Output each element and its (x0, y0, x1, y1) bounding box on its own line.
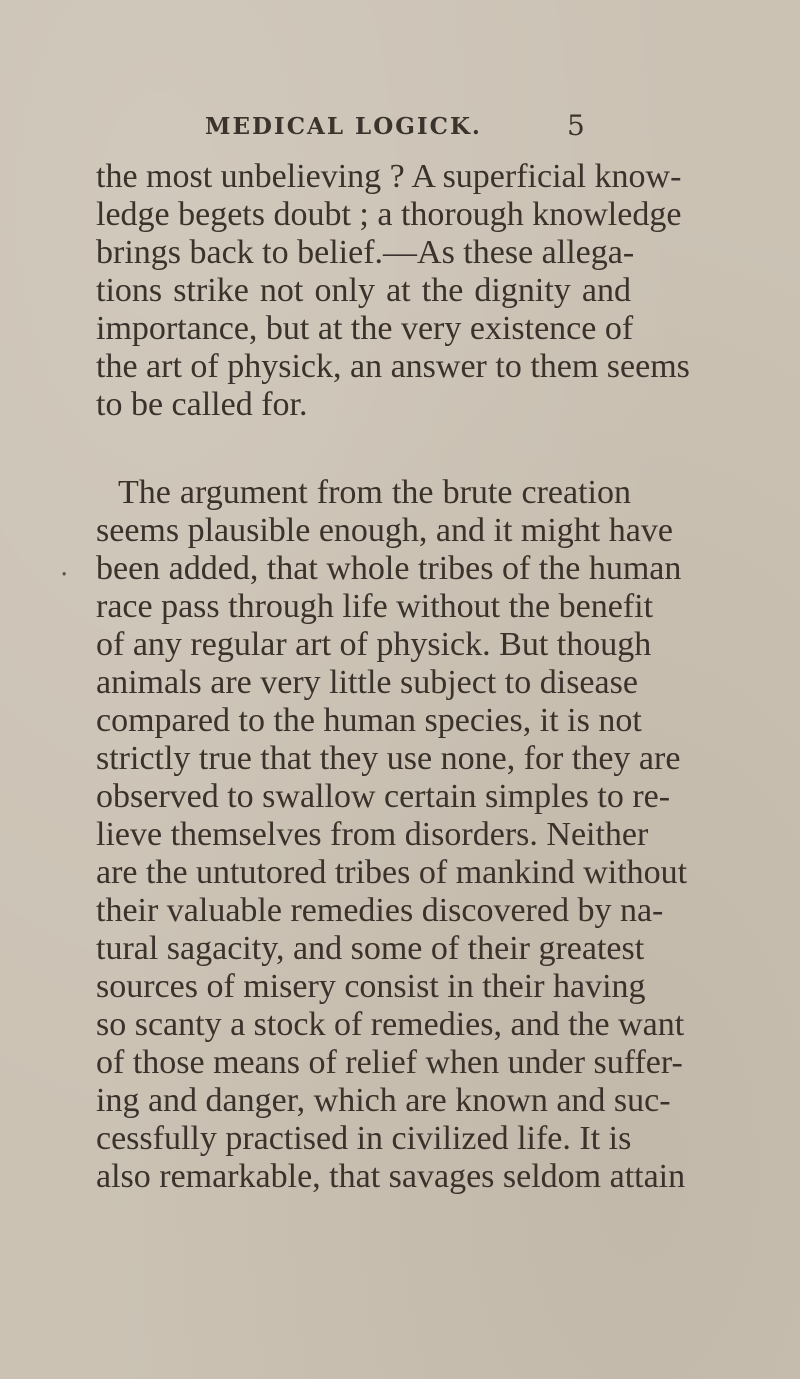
text-line: brings back to belief.—As these allega- (96, 234, 635, 271)
text-line: the most unbelieving ? A superficial know- (96, 158, 682, 195)
text-line: The argument from the brute creation (118, 474, 631, 511)
text-line: been added, that whole tribes of the human (96, 550, 682, 587)
text-line: ledge begets doubt ; a thorough knowledge (96, 196, 682, 233)
text-line: seems plausible enough, and it might have (96, 512, 673, 549)
text-line: race pass through life without the benefit (96, 588, 654, 625)
running-head (0, 109, 800, 153)
text-line: of any regular art of physick. But though (96, 626, 652, 663)
text-line: observed to swallow certain simples to re- (96, 778, 671, 815)
text-line: lieve themselves from disorders. Neither (96, 816, 649, 853)
text-line: animals are very little subject to disease (96, 664, 638, 701)
text-line: sources of misery consist in their having (96, 968, 646, 1005)
text-line: ing and danger, which are known and suc- (96, 1082, 671, 1119)
text-line: of those means of relief when under suffer- (96, 1044, 683, 1081)
running-head-title: MEDICAL LOGICK. (205, 113, 482, 140)
text-line: their valuable remedies discovered by na- (96, 892, 664, 929)
text-line: compared to the human species, it is not (96, 702, 642, 739)
page-number: 5 (567, 109, 585, 142)
paragraph-gap (96, 424, 631, 474)
paragraph-1 (96, 158, 690, 424)
text-line: tural sagacity, and some of their greatest (96, 930, 645, 967)
text-line: are the untutored tribes of mankind without (96, 854, 688, 891)
text-line: also remarkable, that savages seldom attain (96, 1158, 686, 1195)
text-line: tions strike not only at the dignity and (96, 272, 631, 309)
text-line: strictly true that they use none, for they are (96, 740, 681, 777)
text-line: so scanty a stock of remedies, and the want (96, 1006, 685, 1043)
margin-mark: . (60, 552, 69, 582)
text-line: to be called for. (96, 386, 308, 423)
text-line: cessfully practised in civilized life. It is (96, 1120, 632, 1157)
text-line: importance, but at the very existence of (96, 310, 634, 347)
body-text (96, 158, 690, 1196)
text-line: the art of physick, an answer to them seems (96, 348, 690, 385)
paragraph-2 (96, 474, 688, 1196)
